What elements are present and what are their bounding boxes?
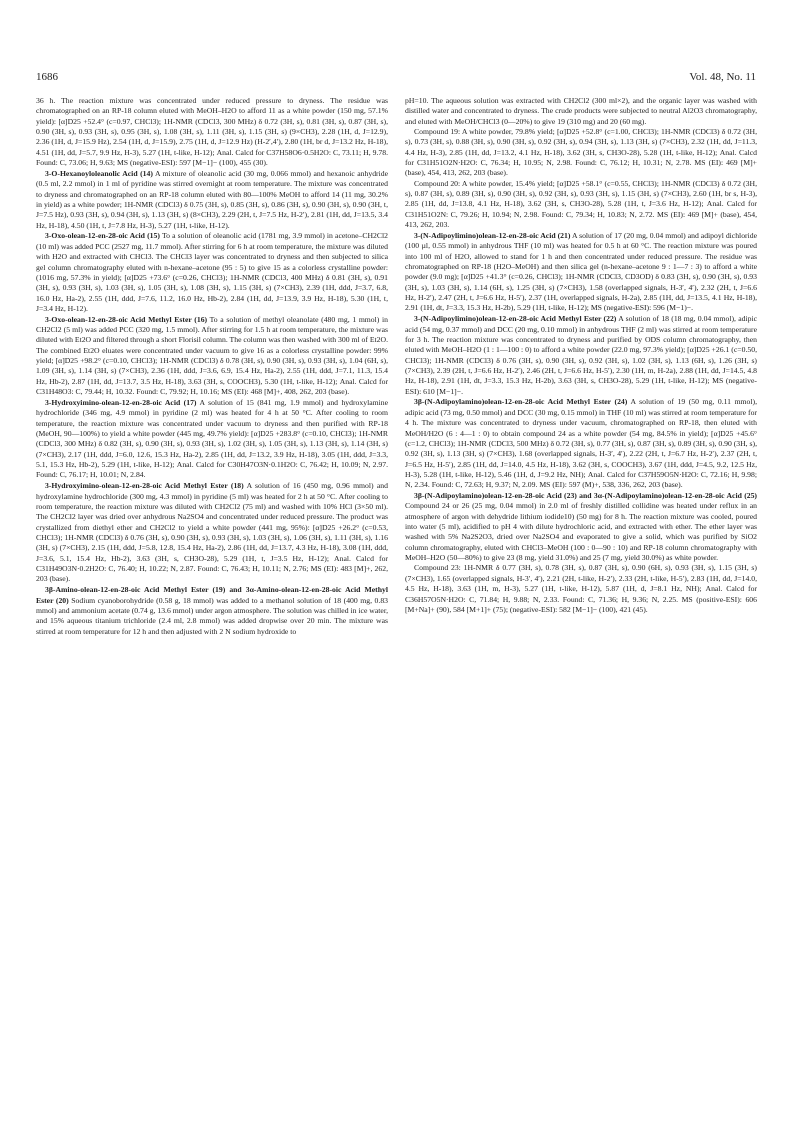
right-column [405, 96, 757, 615]
paragraph [405, 314, 757, 397]
section-heading: 3-Oxo-olean-12-en-28-oic Acid Methyl Ester (16) [45, 314, 208, 324]
paragraph-text: Sodium cyanoborohydride (0.58 g, 18 mmol) was added to a methanol solution of 18 (400 mg, 0.83 mmol) and ammonium acetate (0.74 g, 13.6 mmol) under argon atmosphere. The solution was chilled in ice water, and 15% aqueous titanium trichloride (2.4 ml, 2.8 mmol) was added dropwise over 20 min. The mixture was stirred at room temperature for 12 h and then adjusted with 2 N sodium hydroxide to [36, 595, 389, 636]
paragraph-text: Compound 23: 1H-NMR δ 0.77 (3H, s), 0.78 (3H, s), 0.87 (3H, s), 0.90 (6H, s), 0.93 (3H, s), 1.15 (3H, s) (7×CH3), 1.65 (overlapped signals, H-3′, 4′), 2.21 (2H, t-like, H-2′), 2.33 (2H, t-like, H-5′), 2.83 (1H, dd, J=14.0, 4.5 Hz, H-18), 3.63 (1H, m, H-3), 5.27 (1H, t-like, H-12), 5.87 (1H, d, J=8.1 Hz, NH); Anal. Calcd for C36H57O5N·H2O: C, 71.84; H, 9.88; N, 2.33. Found: C, 71.36; H, 9.36; N, 2.25. MS (positive-ESI): 606 [M+Na]+ (90), 584 [M+1]+ (75); (negative-ESI): 582 [M−1]− (100), 421 (45). [405, 563, 757, 614]
section-heading: 3β-Amino-olean-12-en-28-oic Acid Methyl Ester (19) and 3α-Amino-olean-12-en-28-oic Acid Methyl Ester (20) [36, 585, 388, 605]
paragraph [405, 127, 757, 179]
paragraph [36, 481, 388, 584]
paragraph [405, 179, 757, 231]
section-heading: 3-Hydroxyimino-olean-12-en-28-oic Acid Methyl Ester (18) [45, 481, 244, 491]
section-heading: 3β-(N-Adipoylamino)olean-12-en-28-oic Acid (23) and 3α-(N-Adipoylamino)olean-12-en-28-oic Acid (25) [414, 491, 757, 501]
paragraph [36, 96, 388, 168]
paragraph [36, 231, 388, 314]
section-heading: 3-(N-Adipoylimino)olean-12-en-28-oic Acid Methyl Ester (22) [414, 314, 617, 324]
section-heading: 3-(N-Adipoylimino)olean-12-en-28-oic Acid (21) [414, 230, 571, 240]
paragraph [405, 397, 757, 490]
volume-issue: Vol. 48, No. 11 [689, 71, 756, 83]
paragraph [405, 96, 757, 127]
paragraph [36, 398, 388, 481]
left-column [36, 96, 388, 637]
paragraph [405, 563, 757, 615]
paragraph [36, 169, 388, 231]
page-number: 1686 [36, 71, 58, 83]
paragraph-text: To a solution of methyl oleanolate (480 mg, 1 mmol) in CH2Cl2 (5 ml) was added PCC (320 mg, 1.5 mmol). After stirring for 1.5 h at room temperature, the mixture was diluted with Et2O and filtered through a short Florisil column. The column was then washed with 300 ml of Et2O. The combined Et2O eluates were concentrated under vacuum to give 16 as a colorless crystalline powder: 99% yield; [α]D25 +98.2° (c=0.10, CHCl3); 1H-NMR (CDCl3) δ 0.78 (3H, s), 0.90 (3H, s), 0.93 (3H, s), 1.04 (6H, s), 1.09 (3H, s), 1.14 (3H, s) (7×CH3), 2.36 (1H, ddd, J=3.6, 6.9, 15.4 Hz, Ha-2), 2.55 (1H, ddd, J=7.1, 11.3, 15.4 Hz, Hb-2), 2.87 (1H, dd, J=13.7, 3.5 Hz, H-18), 3.63 (3H, s, COOCH3), 5.30 (1H, t-like, H-12); Anal. Calcd for C31H48O3: C, 79.44; H, 10.32. Found: C, 79.92; H, 10.16; MS (EI): 468 [M]+, 408, 262, 203 (base). [36, 314, 388, 397]
paragraph [405, 231, 757, 314]
paragraph-text: 36 h. The reaction mixture was concentrated under reduced pressure to dryness. The residue was chromatographed on an RP-18 column eluted with MeOH–H2O to afford 11 as a white powder (150 mg, 57.1% yield): [α]D25 +52.4° (c=0.97, CHCl3); 1H-NMR (CDCl3, 300 MHz) δ 0.72 (3H, s), 0.81 (3H, s), 0.87 (3H, s), 0.90 (3H, s), 0.93 (3H, s), 0.95 (3H, s), 1.08 (3H, s), 1.11 (3H, s), 1.15 (3H, s) (9×CH3), 2.28 (1H, d, J=12.9), 2.36 (1H, d, J=15.9 Hz), 2.54 (1H, d, J=15.9), 2.75 (1H, d, J=12.9 Hz) (H-2′,4′), 2.80 (1H, br d, J=13.2 Hz, H-18), 4.51 (1H, dd, J=5.7, 9.9 Hz, H-3), 5.27 (1H, t-like, H-12); Anal. Calcd for C37H58O6·0.5H2O: C, 73.11; H, 9.78. Found: C, 73.06; H, 9.63; MS (negative-ESI): 597 [M−1]− (100), 455 (30). [36, 96, 388, 168]
section-heading: 3-Hydroxyimino-olean-12-en-28-oic Acid (17) [45, 397, 197, 407]
paragraph-text: To a solution of oleanolic acid (1781 mg, 3.9 mmol) in acetone–CH2Cl2 (10 ml) was added PCC (2527 mg, 11.7 mmol). After stirring for 6 h at room temperature, the mixture was diluted with H2O and extracted with CHCl3. The CHCl3 layer was concentrated to dryness and then subjected to silica gel column chromatography eluted with n-hexane–acetone (95 : 5) to give 15 as a colorless crystalline powder: (1016 mg, 57.3% in yield); [α]D25 +73.6° (c=0.26, CHCl3); 1H-NMR (CDCl3, 400 MHz) δ 0.81 (3H, s), 0.91 (3H, s), 0.93 (3H, s), 1.03 (3H, s), 1.05 (3H, s), 1.08 (3H, s), 1.15 (3H, s) (7×CH3), 2.39 (1H, ddd, J=3.7, 6.8, 16.0 Hz, Ha-2), 2.55 (1H, ddd, J=7.6, 11.2, 16.0 Hz, Hb-2), 2.84 (1H, dd, J=13.9, 3.9 Hz, H-18), 5.30 (1H, t, J=3.4 Hz, H-12). [36, 231, 388, 313]
paragraph-text: A solution of 17 (20 mg, 0.04 mmol) and adipoyl dichloride (100 µl, 0.55 mmol) in anhydrous THF (10 ml) was heated for 0.5 h at 60 °C. The reaction mixture was poured into 100 ml of H2O, allowed to stand for 1 h and then concentrated under reduced pressure. The residue was chromatographed on RP-18 (H2O–MeOH) and then silica gel (n-hexane–acetone 9 : 1—7 : 3) to afford a white powder (9.0 mg); [α]D25 +41.3° (c=0.26, CHCl3); 1H-NMR (CDCl3, CD3OD) δ 0.83 (3H, s), 0.90 (3H, s), 0.93 (3H, s), 1.03 (3H, s), 1.14 (6H, s), 1.25 (3H, s) (7×CH3), 1.58 (overlapped signals, H-3′, 4′), 2.32 (2H, t, J=6.6 Hz, H-2′), 2.47 (2H, t, J=6.6 Hz, H-5′), 2.37 (1H, overlapped signals, H-2a), 2.85 (1H, dd, J=13.5, 4.1 Hz, H-18), 2.91 (1H, dt, J=3.3, 15.3 Hz, H-2b), 5.29 (1H, t-like, H-12); MS (negative-ESI): 596 (M−1)−. [405, 230, 757, 313]
paragraph-text: Compound 19: A white powder, 79.8% yield; [α]D25 +52.8° (c=1.00, CHCl3); 1H-NMR (CDCl3) δ 0.72 (3H, s), 0.73 (3H, s), 0.88 (3H, s), 0.90 (3H, s), 0.92 (3H, s), 0.94 (3H, s), 1.13 (3H, s) (7×CH3), 2.32 (1H, dd, J=11.3, 4.4 Hz, H-3), 2.85 (1H, dd, J=13.2, 4.1 Hz, H-18), 3.62 (3H, s, CH3O-28), 5.28 (1H, t-like, H-12); Anal. Calcd for C31H51O2N·H2O: C, 76.34; H, 10.95; N, 2.98. Found: C, 76.12; H, 10.31; N, 2.78. MS (EI): 469 [M]+ (base), 454, 413, 262, 203 (base). [405, 127, 757, 178]
paragraph-text: A solution of 15 (841 mg, 1.9 mmol) and hydroxylamine hydrochloride (346 mg, 4.9 mmol) in pyridine (2 ml) was heated for 4 h at 50 °C. After cooling to room temperature, the reaction mixture was concentrated under vacuum to dryness and then purified with RP-18 (MeOH, 90—100%) to yield a white powder (445 mg, 49.7% yield): [α]D25 +283.8° (c=0.10, CHCl3); 1H-NMR (CDCl3, 300 MHz) δ 0.82 (3H, s), 0.90 (3H, s), 0.93 (3H, s), 1.02 (3H, s), 1.05 (3H, s), 1.13 (3H, s), 1.14 (3H, s) (7×CH3), 2.17 (1H, ddd, J=6.0, 12.6, 15.3 Hz, Ha-2), 2.85 (1H, dd, J=13.2, 3.9 Hz, H-18), 3.05 (1H, ddd, J=3.3, 5.1, 15.3 Hz, Hb-2), 5.29 (1H, t-like, H-12); Anal. Calcd for C30H47O3N·0.1H2O: C, 76.42; H, 10.09; N, 2.97. Found: C, 76.17; H, 10.01; N, 2.84. [36, 397, 389, 480]
paragraph-text: A solution of 19 (50 mg, 0.11 mmol), adipic acid (73 mg, 0.50 mmol) and DCC (30 mg, 0.15 mmol) in THF (10 ml) was stirred at room temperature for 4 h. The mixture was concentrated to dryness under vacuum, chromatographed on RP-18, then eluted with MeOH/H2O (6 : 4—1 : 0) to obtain compound 24 as a white powder (54 mg, 84.5% in yield); [α]D25 +45.6° (c=1.2, CHCl3); 1H-NMR (CDCl3, 500 MHz) δ 0.72 (3H, s), 0.77 (3H, s), 0.87 (3H, s), 0.89 (3H, s), 0.90 (3H, s), 0.92 (3H, s), 1.13 (3H, s) (7×CH3), 1.68 (overlapped signals, H-3′, 4′), 2.22 (2H, t, J=6.7 Hz, H-2′), 2.37 (2H, t, J=6.5 Hz, H-5′), 2.85 (1H, dd, J=14.0, 4.5 Hz, H-18), 3.62 (3H, s, COOCH3), 3.67 (1H, ddd, J=4.5, 9.2, 12.5 Hz, H-3), 5.28 (1H, t-like, H-12), 5.46 (1H, d, J=9.2 Hz, NH); Anal. Calcd for C37H59O5N·H2O: C, 72.16; H, 9.98; N, 2.34. Found: C, 72.63; H, 9.37; N, 2.09. MS (EI): 597 (M)+, 538, 336, 262, 203 (base). [405, 397, 757, 490]
paragraph-text: pH=10. The aqueous solution was extracted with CH2Cl2 (300 ml×2), and the organic layer was washed with distilled water and concentrated to dryness. The crude products were subjected to neutral Al2O3 chromatography, and eluted with MeOH/CHCl3 (0—20%) to give 19 (310 mg) and 20 (60 mg). [405, 96, 757, 126]
section-heading: 3β-(N-Adipoylamino)olean-12-en-28-oic Acid Methyl Ester (24) [414, 397, 628, 407]
paragraph-text: Compound 24 or 26 (25 mg, 0.04 mmol) in 2.0 ml of freshly distilled collidine was heated under reflux in an atmosphere of argon with dehydride lithium iodide10) (50 mg) for 8 h. The reaction mixture was cooled, poured into water (5 ml), acidified to pH 4 with dilute hydrochloric acid, and extracted with ether. The ether layer was washed with 5% Na2S2O3, dried over Na2SO4 and evaporated to give a solid, which was purified by SiO2 column chromatography, eluted with CHCl3–MeOH (100 : 0—90 : 10) and RP-18 column chromatography with MeOH–H2O (50—80%) to give 23 (8 mg, yield 31.0%) and 25 (7 mg, yield 30.0%) as white powder. [405, 501, 757, 563]
paragraph-text: Compound 20: A white powder, 15.4% yield; [α]D25 +58.1° (c=0.55, CHCl3); 1H-NMR (CDCl3) δ 0.72 (3H, s), 0.87 (3H, s), 0.89 (3H, s), 0.90 (3H, s), 0.92 (3H, s), 0.93 (3H, s), 1.15 (3H, s) (7×CH3), 2.60 (1H, br s, H-3), 2.85 (1H, dd, J=13.8, 4.1 Hz, H-18), 3.62 (3H, s, CH3O-28), 5.28 (1H, t, J=3.6 Hz, H-12); Anal. Calcd for C31H51O2N: C, 79.26; H, 10.94; N, 2.98. Found: C, 79.34; H, 10.83; N, 2.72. MS (EI): 469 [M]+ (base), 454, 413, 262, 203. [405, 178, 757, 230]
section-heading: 3-O-Hexanoyloleanolic Acid (14) [45, 168, 153, 178]
paragraph-text: A solution of 18 (18 mg, 0.04 mmol), adipic acid (54 mg, 0.37 mmol) and DCC (20 mg, 0.10 mmol) in anhydrous THF (2 ml) was stirred at room temperature for 3 h. The reaction mixture was concentrated to dryness and purified by ODS column chromatography, then eluted with MeOH–H2O (1 : 1—100 : 0) to afford a white powder (22.0 mg, 97.3% yield); [α]D25 +26.1 (c=0.50, CHCl3); 1H-NMR (CDCl3) δ 0.76 (3H, s), 0.90 (3H, s), 0.92 (3H, s), 1.02 (3H, s), 1.13 (6H, s), 1.26 (3H, s) (7×CH3), 2.39 (2H, t, J=6.6 Hz, H-2′), 2.46 (2H, t, J=6.6 Hz, H-5′), 2.30 (1H, m, H-2a), 2.88 (1H, dd, J=14.5, 4.8 Hz, H-18), 2.91 (1H, dt, J=3.3, 15.3 Hz, H-2b), 3.63 (3H, s, CH3O-28), 5.29 (1H, t-like, H-12); MS (negative-ESI): 610 [M−1]−. [405, 314, 757, 396]
paragraph-text: A mixture of oleanolic acid (30 mg, 0.066 mmol) and hexanoic anhydride (0.5 ml, 2.2 mmol) in 1 ml of pyridine was stirred overnight at room temperature. The mixture was concentrated to dryness and chromatographed on an RP-18 column eluted with 80—100% MeOH to afford 14 (11 mg, 30.2% in yield) as a white powder; 1H-NMR (CDCl3) δ 0.75 (3H, s), 0.85 (3H, s), 0.86 (3H, s), 0.90 (3H, s), 0.90 (3H, t, J=7.5 Hz), 0.93 (3H, s), 0.94 (3H, s), 1.13 (3H, s) (8×CH3), 2.29 (2H, t, J=7.5 Hz, H-2′), 2.81 (1H, dd, J=13.5, 3.4 Hz, H-18), 4.50 (1H, t, J=7.8 Hz, H-3), 5.27 (1H, t-like, H-12). [36, 168, 388, 230]
paragraph [405, 491, 757, 563]
paragraph [36, 315, 388, 398]
paragraph-text: A solution of 16 (450 mg, 0.96 mmol) and hydroxylamine hydrochloride (300 mg, 4.3 mmol) in pyridine (5 ml) was heated for 2 h at 50 °C. After cooling to room temperature, the reaction mixture was diluted with CH2Cl2 (75 ml) and washed with 10% HCl (3×50 ml). The CH2Cl2 layer was dried over anhydrous Na2SO4 and concentrated under reduced pressure. The product was crystallized from diethyl ether and CH2Cl2 to yield a white powder (441 mg, 95%): [α]D25 +26.2° (c=0.53, CHCl3); 1H-NMR (CDCl3) δ 0.76 (3H, s), 0.90 (3H, s), 0.93 (3H, s), 1.03 (3H, s), 1.06 (3H, s), 1.11 (3H, s), 1.16 (3H, s) (7×CH3), 2.15 (1H, ddd, J=5.8, 12.8, 15.4 Hz, Ha-2), 2.86 (1H, dd, J=13.7, 4.3 Hz, H-18), 3.08 (1H, ddd, J=3.6, 5.1, 15.4 Hz, Hb-2), 3.63 (3H, s, CH3O-28), 5.29 (1H, t, J=3.5 Hz, H-12); Anal. Calcd for C31H49O3N·0.2H2O: C, 76.40; H, 10.22; N, 2.87. Found: C, 76.43; H, 10.11; N, 2.76; MS (EI): 483 [M]+, 262, 203 (base). [36, 481, 388, 584]
section-heading: 3-Oxo-olean-12-en-28-oic Acid (15) [45, 231, 160, 241]
paragraph [36, 585, 388, 637]
